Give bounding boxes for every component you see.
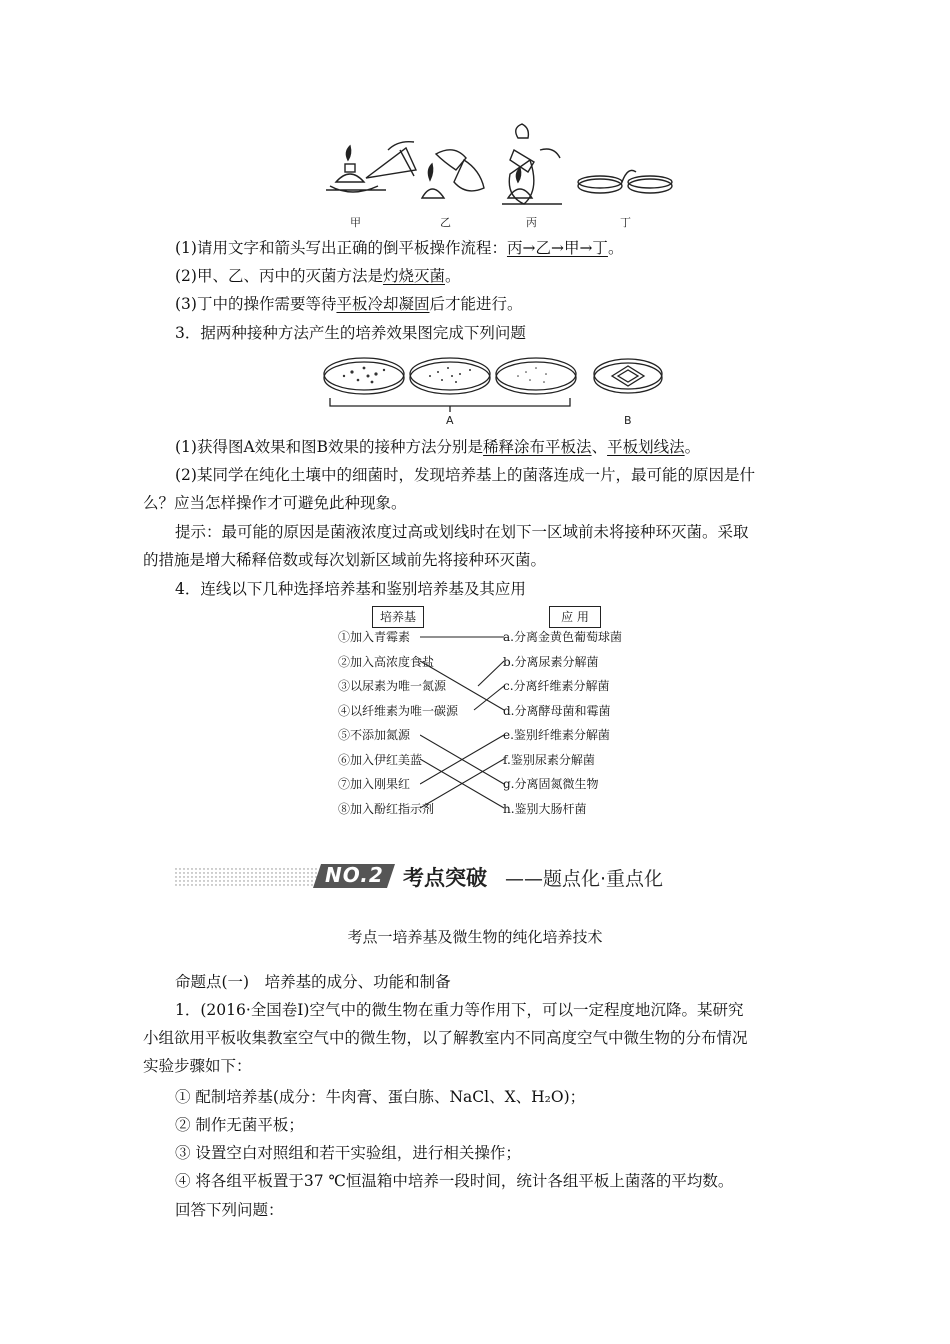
matching-left-item: ⑤不添加氮源: [338, 728, 411, 742]
banner-badge: NO.2: [325, 863, 384, 887]
q3-part2-line1: (2)某同学在纯化土壤中的细菌时，发现培养基上的菌落连成一片，最可能的原因是什: [175, 466, 755, 484]
matching-right-item: h.鉴别大肠杆菌: [503, 801, 587, 816]
figure-label-a: A: [446, 414, 454, 427]
figure-pouring-plates: [318, 120, 698, 232]
figure-label-jia: 甲: [350, 216, 361, 229]
connector-line: [474, 686, 504, 710]
subsection-heading: 命题点(一) 培养基的成分、功能和制备: [175, 973, 451, 991]
matching-right-item: g.分离固氮微生物: [503, 777, 599, 791]
matching-left-item: ②加入高浓度食盐: [338, 654, 435, 669]
q1-line2: 小组欲用平板收集教室空气中的微生物，以了解教室内不同高度空气中微生物的分布情况: [143, 1029, 748, 1047]
matching-right-item: e.鉴别纤维素分解菌: [503, 728, 610, 742]
matching-left-header: 培养基: [372, 606, 424, 628]
step-4: ④ 将各组平板置于37 ℃恒温箱中培养一段时间，统计各组平板上菌落的平均数。: [175, 1172, 734, 1190]
matching-left-item: ④以纤维素为唯一碳源: [338, 703, 459, 718]
section-title: 考点一培养基及微生物的纯化培养技术: [347, 928, 603, 946]
q2-part1: (1)请用文字和箭头写出正确的倒平板操作流程：丙→乙→甲→丁。: [175, 239, 624, 257]
q1-line1: 1．(2016·全国卷Ⅰ)空气中的微生物在重力等作用下，可以一定程度地沉降。某研究: [175, 1001, 744, 1019]
matching-right-header: 应 用: [549, 606, 601, 628]
matching-right-list: [503, 625, 622, 821]
banner-title: 考点突破: [403, 866, 487, 890]
connector-line: [478, 661, 504, 686]
q3-hint-line1: 提示：最可能的原因是菌液浓度过高或划线时在划下一区域前未将接种环灭菌。采取: [175, 523, 749, 541]
q3-part1-answer-a: 稀释涂布平板法: [483, 438, 592, 456]
matching-left-item: ⑥加入伊红美蓝: [338, 752, 423, 767]
matching-right-item: c.分离纤维素分解菌: [503, 679, 610, 693]
q4-heading: 4．连线以下几种选择培养基和鉴别培养基及其应用: [175, 580, 526, 598]
figure-label-yi: 乙: [440, 216, 451, 229]
matching-left-item: ⑧加入酚红指示剂: [338, 801, 435, 816]
figure-label-bing: 丙: [526, 216, 537, 229]
matching-right-item: a.分离金黄色葡萄球菌: [503, 630, 622, 644]
matching-right-item: f.鉴别尿素分解菌: [503, 752, 595, 767]
matching-connector-lines: [420, 625, 520, 825]
q3-part2-line2: 么？应当怎样操作才可避免此种现象。: [143, 494, 407, 512]
q2-part3: (3)丁中的操作需要等待平板冷却凝固后才能进行。: [175, 295, 523, 313]
q3-part1-answer-b: 平板划线法: [607, 438, 685, 456]
section-banner: [175, 860, 695, 892]
matching-left-item: ①加入青霉素: [338, 630, 411, 644]
figure-label-ding: 丁: [620, 216, 631, 229]
q2-part3-answer: 平板冷却凝固: [336, 295, 430, 313]
q2-part2-answer: 灼烧灭菌: [382, 267, 445, 285]
matching-right-item: b.分离尿素分解菌: [503, 654, 599, 669]
step-2: ② 制作无菌平板；: [175, 1116, 304, 1134]
q3-part1: (1)获得图A效果和图B效果的接种方法分别是稀释涂布平板法、平板划线法。: [175, 438, 701, 456]
q1-line3: 实验步骤如下：: [143, 1057, 252, 1075]
q3-heading: 3．据两种接种方法产生的培养效果图完成下列问题: [175, 324, 526, 342]
matching-right-item: d.分离酵母菌和霉菌: [503, 703, 611, 718]
step-3: ③ 设置空白对照组和若干实验组，进行相关操作；: [175, 1144, 521, 1162]
q2-part2: (2)甲、乙、丙中的灭菌方法是灼烧灭菌。: [175, 267, 461, 285]
connector-line: [420, 661, 504, 710]
q2-part1-answer: 丙→乙→甲→丁: [506, 239, 608, 257]
banner-subtitle: ——题点化·重点化: [505, 868, 664, 890]
step-1: ① 配制培养基(成分：牛肉膏、蛋白胨、NaCl、X、H₂O)；: [175, 1088, 586, 1106]
closing-line: 回答下列问题：: [175, 1201, 284, 1219]
pouring-plates-illustration: [318, 120, 698, 232]
figure-label-b: B: [624, 414, 632, 427]
matching-left-item: ⑦加入刚果红: [338, 777, 411, 791]
q3-hint-line2: 的措施是增大稀释倍数或每次划新区域前先将接种环灭菌。: [143, 551, 547, 569]
matching-left-item: ③以尿素为唯一氮源: [338, 679, 447, 693]
figure-culture-plates: [322, 352, 678, 432]
